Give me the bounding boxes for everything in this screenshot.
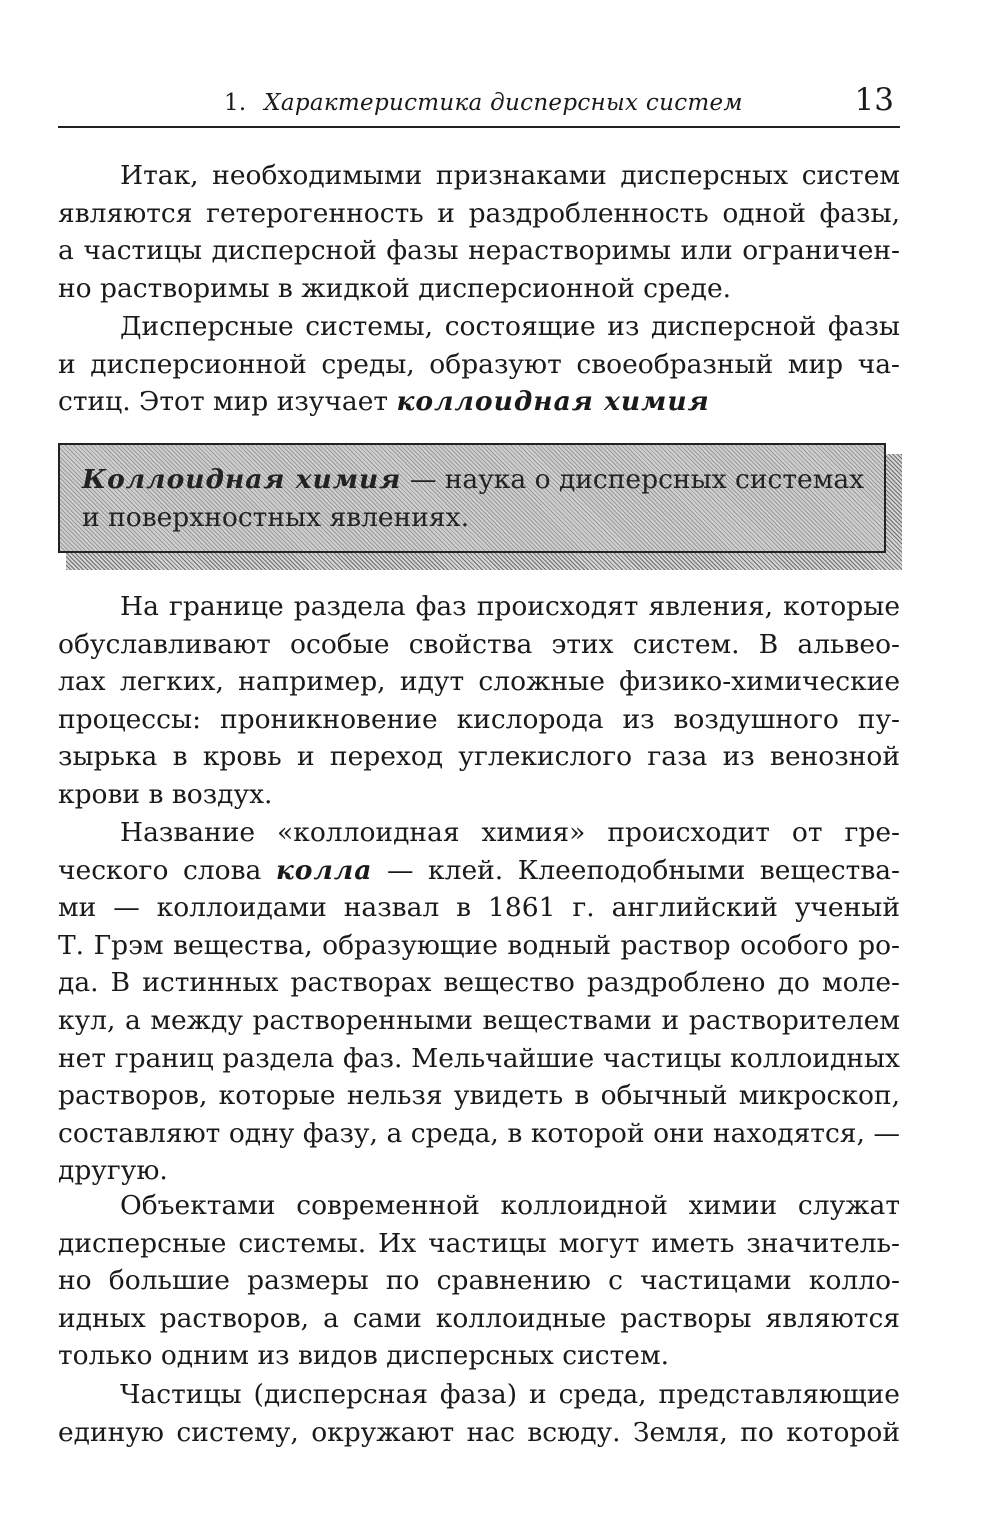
- page-header: [58, 84, 900, 128]
- text-fragment: ческого слова: [58, 854, 262, 886]
- text-line: Название «коллоидная химия» происходит от гре-: [120, 817, 900, 848]
- paragraph-2: [58, 308, 900, 421]
- text-line: и поверхностных явлениях.: [82, 502, 470, 533]
- text-line: кул, а между растворенными веществами и растворителем: [58, 1004, 900, 1036]
- text-line: процессы: проникновение кислорода из воздушного пу-: [58, 703, 900, 735]
- paragraph-6: [58, 1376, 900, 1451]
- text-line: и дисперсионной среды, образуют своеобразный мир ча-: [58, 348, 900, 380]
- text-line: являются гетерогенность и раздробленность одной фазы,: [58, 197, 900, 229]
- text-line: лах легких, например, идут сложные физико-химические: [58, 666, 900, 698]
- text-line: единую систему, окружают нас всюду. Земля, по которой: [58, 1416, 900, 1448]
- text-line: обуславливают особые свойства этих систем. В альвео-: [58, 628, 900, 660]
- text-line: зырька в кровь и переход углекислого газа из венозной: [58, 741, 900, 773]
- paragraph-3: [58, 588, 900, 814]
- text-line: Дисперсные системы, состоящие из дисперсной фазы: [120, 311, 900, 342]
- text-line: да. В истинных растворах вещество раздроблено до моле-: [58, 967, 900, 999]
- text-line: идных растворов, а сами коллоидные растворы являются: [58, 1302, 900, 1334]
- chapter-title: Характеристика дисперсных систем: [264, 90, 743, 116]
- definition-box: [58, 443, 886, 553]
- text-line: [82, 461, 865, 499]
- paragraph-4: [58, 814, 900, 1190]
- text-line: дисперсные системы. Их частицы могут иметь значитель-: [58, 1227, 900, 1259]
- text-fragment: стиц. Этот мир изучает: [58, 386, 389, 418]
- text-line: а частицы дисперсной фазы нерастворимы или ограничен-: [58, 235, 900, 267]
- text-line: Объектами современной коллоидной химии служат: [120, 1190, 900, 1221]
- text-line: На границе раздела фаз происходят явления, которые: [120, 591, 900, 622]
- definition-term: Коллоидная химия: [82, 464, 402, 495]
- chapter-number: 1.: [224, 90, 247, 116]
- text-fragment: — наука о дисперсных системах: [409, 464, 865, 495]
- term-colloid-chemistry: коллоидная химия: [396, 386, 710, 418]
- text-line: [58, 383, 900, 421]
- page-number: 13: [854, 82, 894, 118]
- text-line: [58, 852, 900, 890]
- term-kolla: колла: [275, 854, 373, 886]
- running-head: [224, 90, 743, 116]
- paragraph-1: [58, 157, 900, 307]
- text-line: но растворимы в жидкой дисперсионной среде.: [58, 272, 732, 304]
- paragraph-5: [58, 1187, 900, 1375]
- text-line: но большие размеры по сравнению с частицами колло-: [58, 1265, 900, 1297]
- text-line: Частицы (дисперсная фаза) и среда, представляющие: [120, 1379, 900, 1410]
- definition-text: [82, 461, 865, 537]
- text-line: растворов, которые нельзя увидеть в обычный микроскоп,: [58, 1080, 900, 1112]
- text-fragment: — клей. Клееподобными вещества-: [387, 854, 900, 886]
- text-line: только одним из видов дисперсных систем.: [58, 1340, 670, 1372]
- text-line: другую.: [58, 1155, 168, 1187]
- text-line: крови в воздух.: [58, 778, 273, 810]
- text-line: Итак, необходимыми признаками дисперсных систем: [120, 160, 900, 191]
- text-line: составляют одну фазу, а среда, в которой они находятся, —: [58, 1117, 900, 1149]
- text-line: Т. Грэм вещества, образующие водный раствор особого ро-: [58, 929, 900, 961]
- text-line: нет границ раздела фаз. Мельчайшие частицы коллоидных: [58, 1042, 900, 1074]
- text-line: ми — коллоидами назвал в 1861 г. английский ученый: [58, 892, 900, 924]
